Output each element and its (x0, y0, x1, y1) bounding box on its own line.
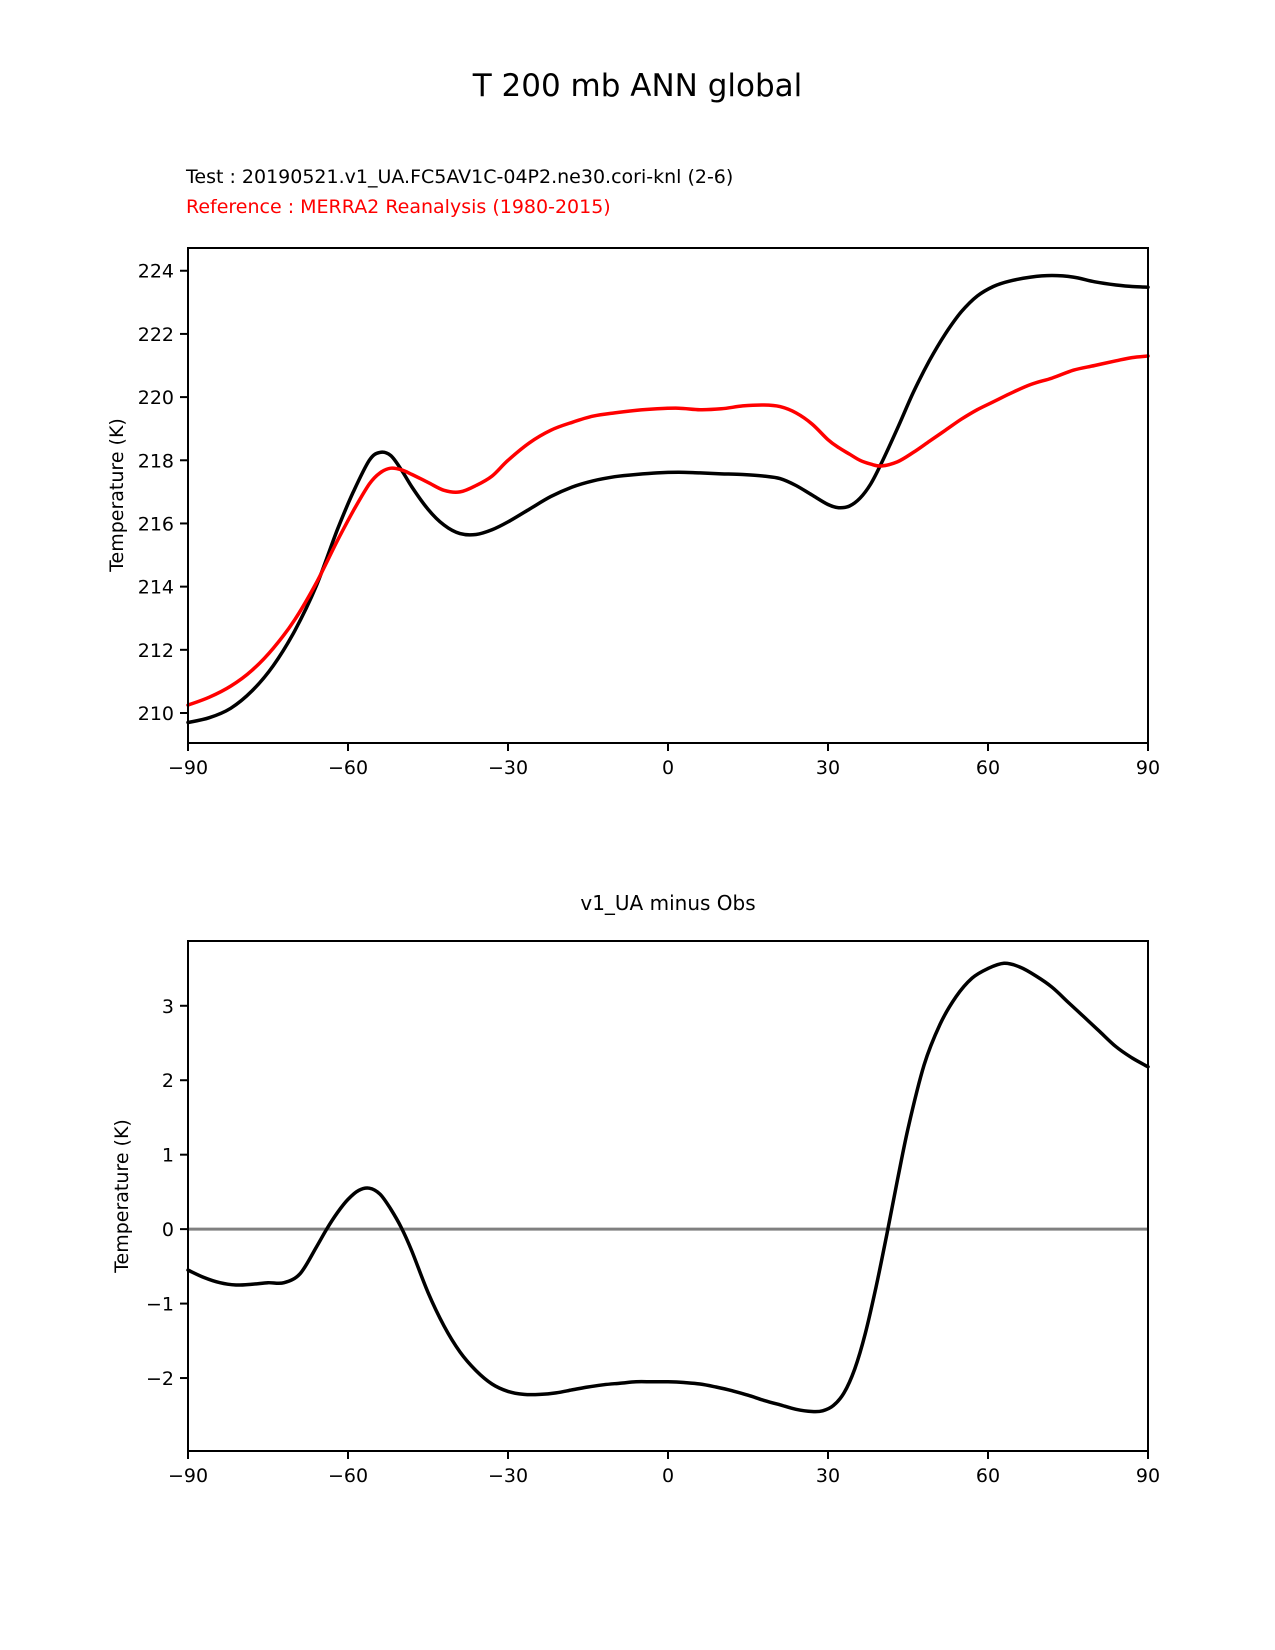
chart0-series-line-1 (188, 356, 1148, 705)
x-tick-label: −90 (167, 1465, 209, 1487)
plot-border (188, 941, 1148, 1451)
bottom-chart-y-axis-label: Temperature (K) (111, 1119, 133, 1273)
x-tick-label: 90 (1135, 1465, 1161, 1487)
x-tick-label: 0 (661, 1465, 675, 1487)
x-tick-label: 30 (815, 757, 841, 779)
x-tick-label: −30 (487, 757, 529, 779)
x-tick-label: −90 (167, 757, 209, 779)
plot-border (188, 248, 1148, 743)
y-tick-label: 3 (161, 995, 174, 1018)
x-tick-label: 60 (975, 757, 1001, 779)
y-tick-label: 1 (161, 1144, 174, 1167)
y-tick-label: −2 (145, 1368, 174, 1391)
x-tick-label: −60 (327, 757, 369, 779)
x-tick-label: 90 (1135, 757, 1161, 779)
y-tick-label: 2 (161, 1070, 174, 1093)
y-tick-label: −1 (145, 1293, 174, 1316)
x-tick-label: −30 (487, 1465, 529, 1487)
figure-title: T 200 mb ANN global (472, 68, 803, 104)
top-chart-y-axis-label: Temperature (K) (106, 418, 128, 572)
reference-dataset-label: Reference : MERRA2 Reanalysis (1980-2015) (186, 196, 611, 218)
y-tick-label: 210 (137, 702, 174, 725)
y-tick-label: 224 (137, 260, 174, 283)
x-tick-label: 30 (815, 1465, 841, 1487)
x-tick-label: −60 (327, 1465, 369, 1487)
y-tick-label: 218 (137, 450, 174, 473)
x-tick-label: 60 (975, 1465, 1001, 1487)
chart0-series-line-0 (188, 276, 1148, 723)
chart1-series-line-0 (188, 963, 1148, 1411)
y-tick-label: 0 (161, 1219, 174, 1242)
x-tick-label: 0 (661, 757, 675, 779)
y-tick-label: 214 (137, 576, 174, 599)
difference-chart-title: v1_UA minus Obs (580, 891, 756, 915)
y-tick-label: 216 (137, 513, 174, 536)
y-tick-label: 220 (137, 387, 174, 410)
y-tick-label: 222 (137, 323, 174, 346)
test-run-label: Test : 20190521.v1_UA.FC5AV1C-04P2.ne30.cori-knl (2-6) (186, 166, 734, 188)
y-tick-label: 212 (137, 639, 174, 662)
